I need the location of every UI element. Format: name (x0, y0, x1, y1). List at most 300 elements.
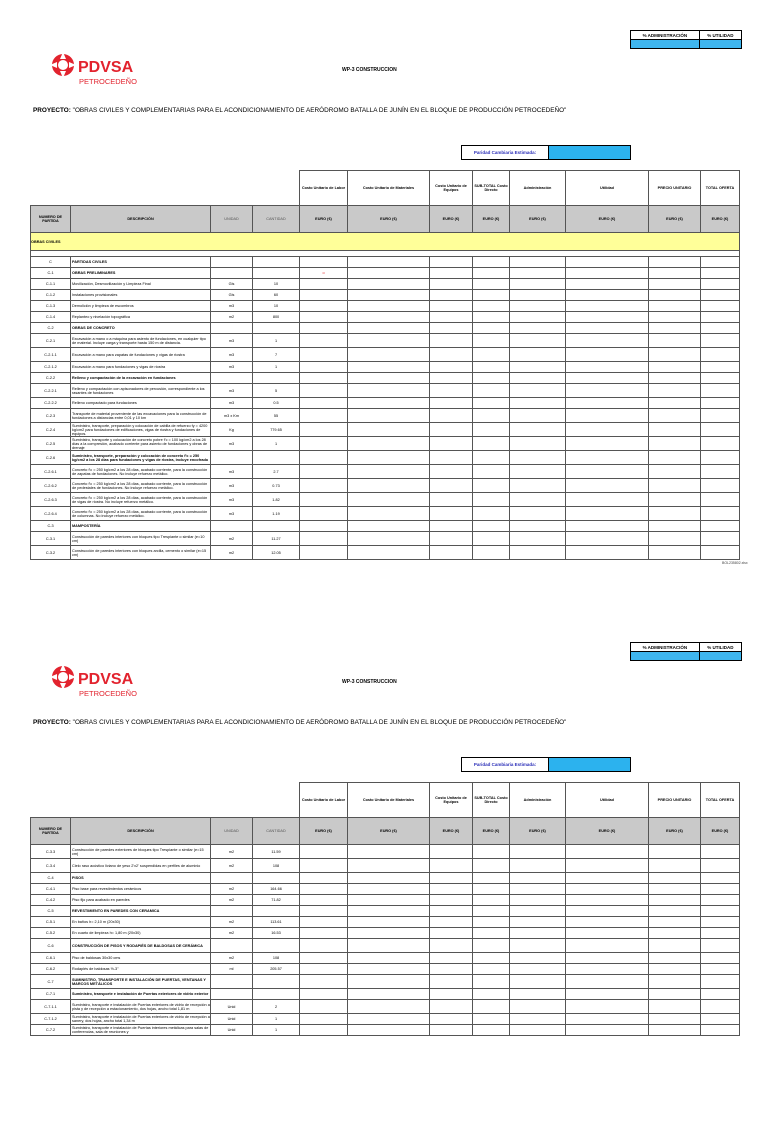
price-cell[interactable] (566, 479, 649, 493)
price-cell[interactable] (649, 290, 701, 301)
price-cell[interactable] (430, 409, 473, 423)
price-cell[interactable] (348, 257, 430, 268)
price-cell[interactable] (566, 312, 649, 323)
price-cell[interactable] (430, 964, 473, 975)
price-cell[interactable] (649, 884, 701, 895)
price-cell[interactable] (510, 465, 566, 479)
price-cell[interactable] (430, 975, 473, 989)
price-cell[interactable] (510, 895, 566, 906)
price-cell[interactable] (430, 546, 473, 560)
price-cell[interactable] (566, 953, 649, 964)
price-cell[interactable] (701, 301, 740, 312)
price-cell[interactable] (348, 423, 430, 437)
price-cell[interactable] (510, 873, 566, 884)
price-cell[interactable] (430, 398, 473, 409)
price-cell[interactable] (348, 268, 430, 279)
price-cell[interactable] (300, 437, 348, 451)
price-cell[interactable] (701, 257, 740, 268)
price-cell[interactable] (566, 301, 649, 312)
price-cell[interactable] (300, 493, 348, 507)
price-cell[interactable] (300, 398, 348, 409)
price-cell[interactable] (430, 859, 473, 873)
price-cell[interactable] (348, 1000, 430, 1014)
price-cell[interactable] (701, 1000, 740, 1014)
price-cell[interactable] (649, 1000, 701, 1014)
price-cell[interactable] (510, 323, 566, 334)
price-cell[interactable] (649, 479, 701, 493)
price-cell[interactable] (300, 362, 348, 373)
price-cell[interactable] (430, 906, 473, 917)
price-cell[interactable] (430, 1025, 473, 1036)
price-cell[interactable] (701, 1025, 740, 1036)
price-cell[interactable] (701, 384, 740, 398)
price-cell[interactable] (348, 1025, 430, 1036)
price-cell[interactable] (701, 290, 740, 301)
price-cell[interactable] (701, 423, 740, 437)
exchange-rate-value[interactable] (549, 757, 631, 772)
price-cell[interactable] (473, 465, 510, 479)
price-cell[interactable] (566, 873, 649, 884)
price-cell[interactable] (300, 939, 348, 953)
price-cell[interactable] (701, 884, 740, 895)
price-cell[interactable] (649, 532, 701, 546)
price-cell[interactable] (300, 373, 348, 384)
price-cell[interactable] (430, 334, 473, 348)
price-cell[interactable] (701, 532, 740, 546)
price-cell[interactable] (430, 507, 473, 521)
price-cell[interactable] (300, 409, 348, 423)
price-cell[interactable] (649, 546, 701, 560)
price-cell[interactable] (348, 845, 430, 859)
admin-percent-value[interactable] (631, 652, 700, 661)
price-cell[interactable] (510, 859, 566, 873)
price-cell[interactable] (510, 953, 566, 964)
price-cell[interactable] (430, 384, 473, 398)
price-cell[interactable] (566, 279, 649, 290)
price-cell[interactable] (701, 437, 740, 451)
price-cell[interactable] (649, 845, 701, 859)
price-cell[interactable] (430, 939, 473, 953)
price-cell[interactable] (473, 451, 510, 465)
price-cell[interactable] (510, 451, 566, 465)
price-cell[interactable] (348, 373, 430, 384)
price-cell[interactable] (566, 928, 649, 939)
price-cell[interactable] (473, 279, 510, 290)
price-cell[interactable] (473, 1000, 510, 1014)
price-cell[interactable] (510, 362, 566, 373)
price-cell[interactable] (649, 348, 701, 362)
price-cell[interactable] (473, 398, 510, 409)
price-cell[interactable] (566, 290, 649, 301)
price-cell[interactable] (473, 348, 510, 362)
price-cell[interactable] (300, 423, 348, 437)
price-cell[interactable] (473, 546, 510, 560)
price-cell[interactable] (649, 409, 701, 423)
price-cell[interactable] (566, 546, 649, 560)
price-cell[interactable] (300, 521, 348, 532)
price-cell[interactable] (566, 532, 649, 546)
price-cell[interactable] (701, 312, 740, 323)
price-cell[interactable] (649, 268, 701, 279)
admin-percent-value[interactable] (631, 40, 700, 49)
price-cell[interactable] (473, 373, 510, 384)
price-cell[interactable] (701, 507, 740, 521)
price-cell[interactable] (300, 873, 348, 884)
price-cell[interactable] (473, 1014, 510, 1025)
price-cell[interactable] (701, 373, 740, 384)
utility-percent-value[interactable] (699, 40, 741, 49)
price-cell[interactable] (473, 507, 510, 521)
price-cell[interactable] (566, 884, 649, 895)
price-cell[interactable] (473, 873, 510, 884)
price-cell[interactable] (348, 409, 430, 423)
price-cell[interactable] (510, 437, 566, 451)
price-cell[interactable] (649, 989, 701, 1000)
price-cell[interactable] (430, 1000, 473, 1014)
price-cell[interactable] (300, 546, 348, 560)
price-cell[interactable] (473, 895, 510, 906)
price-cell[interactable] (701, 1014, 740, 1025)
price-cell[interactable] (510, 546, 566, 560)
price-cell[interactable] (701, 895, 740, 906)
price-cell[interactable] (510, 384, 566, 398)
price-cell[interactable] (430, 493, 473, 507)
price-cell[interactable] (649, 398, 701, 409)
price-cell[interactable] (510, 334, 566, 348)
price-cell[interactable] (701, 521, 740, 532)
price-cell[interactable] (430, 1014, 473, 1025)
price-cell[interactable] (510, 290, 566, 301)
price-cell[interactable] (300, 1000, 348, 1014)
price-cell[interactable] (348, 521, 430, 532)
price-cell[interactable] (348, 362, 430, 373)
price-cell[interactable] (348, 1014, 430, 1025)
price-cell[interactable] (430, 989, 473, 1000)
price-cell[interactable] (430, 521, 473, 532)
price-cell[interactable] (473, 917, 510, 928)
price-cell[interactable] (300, 257, 348, 268)
price-cell[interactable] (348, 895, 430, 906)
price-cell[interactable] (473, 409, 510, 423)
price-cell[interactable] (473, 257, 510, 268)
price-cell[interactable] (510, 257, 566, 268)
price-cell[interactable] (649, 312, 701, 323)
price-cell[interactable] (300, 906, 348, 917)
price-cell[interactable] (430, 312, 473, 323)
price-cell[interactable] (510, 493, 566, 507)
price-cell[interactable] (348, 939, 430, 953)
price-cell[interactable] (649, 975, 701, 989)
price-cell[interactable] (566, 362, 649, 373)
price-cell[interactable] (566, 409, 649, 423)
price-cell[interactable] (430, 279, 473, 290)
price-cell[interactable] (300, 507, 348, 521)
price-cell[interactable] (649, 451, 701, 465)
price-cell[interactable] (566, 437, 649, 451)
price-cell[interactable] (649, 423, 701, 437)
price-cell[interactable] (348, 479, 430, 493)
price-cell[interactable] (348, 917, 430, 928)
price-cell[interactable] (348, 507, 430, 521)
price-cell[interactable] (348, 953, 430, 964)
price-cell[interactable] (348, 465, 430, 479)
price-cell[interactable] (430, 479, 473, 493)
price-cell[interactable] (566, 465, 649, 479)
price-cell[interactable] (510, 1025, 566, 1036)
price-cell[interactable] (430, 873, 473, 884)
price-cell[interactable] (348, 975, 430, 989)
price-cell[interactable] (430, 373, 473, 384)
price-cell[interactable] (510, 423, 566, 437)
price-cell[interactable] (300, 859, 348, 873)
price-cell[interactable] (348, 279, 430, 290)
price-cell[interactable] (566, 451, 649, 465)
price-cell[interactable] (649, 521, 701, 532)
price-cell[interactable] (566, 859, 649, 873)
price-cell[interactable] (473, 362, 510, 373)
price-cell[interactable] (300, 384, 348, 398)
price-cell[interactable] (510, 975, 566, 989)
price-cell[interactable] (473, 334, 510, 348)
price-cell[interactable] (649, 939, 701, 953)
price-cell[interactable] (300, 348, 348, 362)
price-cell[interactable] (300, 975, 348, 989)
price-cell[interactable] (510, 906, 566, 917)
price-cell[interactable] (701, 953, 740, 964)
price-cell[interactable] (348, 348, 430, 362)
price-cell[interactable] (701, 546, 740, 560)
price-cell[interactable] (348, 312, 430, 323)
price-cell[interactable] (473, 290, 510, 301)
price-cell[interactable] (430, 290, 473, 301)
price-cell[interactable] (510, 928, 566, 939)
price-cell[interactable] (300, 845, 348, 859)
price-cell[interactable] (566, 975, 649, 989)
price-cell[interactable] (300, 268, 348, 279)
price-cell[interactable] (649, 465, 701, 479)
price-cell[interactable] (510, 989, 566, 1000)
price-cell[interactable] (300, 895, 348, 906)
price-cell[interactable] (510, 301, 566, 312)
price-cell[interactable] (348, 437, 430, 451)
price-cell[interactable] (300, 953, 348, 964)
price-cell[interactable] (510, 507, 566, 521)
price-cell[interactable] (701, 859, 740, 873)
price-cell[interactable] (701, 975, 740, 989)
price-cell[interactable] (566, 1014, 649, 1025)
price-cell[interactable] (348, 989, 430, 1000)
price-cell[interactable] (649, 384, 701, 398)
price-cell[interactable] (701, 917, 740, 928)
price-cell[interactable] (701, 348, 740, 362)
price-cell[interactable] (348, 964, 430, 975)
price-cell[interactable] (649, 323, 701, 334)
price-cell[interactable] (473, 953, 510, 964)
price-cell[interactable] (649, 493, 701, 507)
price-cell[interactable] (510, 939, 566, 953)
price-cell[interactable] (300, 989, 348, 1000)
price-cell[interactable] (348, 384, 430, 398)
price-cell[interactable] (649, 1025, 701, 1036)
price-cell[interactable] (701, 323, 740, 334)
price-cell[interactable] (300, 312, 348, 323)
price-cell[interactable] (473, 479, 510, 493)
price-cell[interactable] (566, 895, 649, 906)
price-cell[interactable] (566, 323, 649, 334)
price-cell[interactable] (566, 906, 649, 917)
price-cell[interactable] (701, 989, 740, 1000)
price-cell[interactable] (649, 906, 701, 917)
price-cell[interactable] (510, 964, 566, 975)
price-cell[interactable] (649, 301, 701, 312)
price-cell[interactable] (430, 348, 473, 362)
price-cell[interactable] (300, 323, 348, 334)
price-cell[interactable] (566, 1000, 649, 1014)
price-cell[interactable] (348, 884, 430, 895)
price-cell[interactable] (348, 323, 430, 334)
price-cell[interactable] (566, 939, 649, 953)
price-cell[interactable] (701, 451, 740, 465)
price-cell[interactable] (473, 493, 510, 507)
price-cell[interactable] (510, 532, 566, 546)
price-cell[interactable] (510, 312, 566, 323)
price-cell[interactable] (566, 384, 649, 398)
price-cell[interactable] (649, 895, 701, 906)
price-cell[interactable] (649, 873, 701, 884)
price-cell[interactable] (566, 348, 649, 362)
price-cell[interactable] (473, 964, 510, 975)
price-cell[interactable] (649, 859, 701, 873)
price-cell[interactable] (300, 917, 348, 928)
price-cell[interactable] (430, 532, 473, 546)
price-cell[interactable] (473, 1025, 510, 1036)
price-cell[interactable] (649, 257, 701, 268)
price-cell[interactable] (510, 1000, 566, 1014)
price-cell[interactable] (649, 964, 701, 975)
price-cell[interactable] (430, 953, 473, 964)
price-cell[interactable] (473, 312, 510, 323)
price-cell[interactable] (430, 917, 473, 928)
price-cell[interactable] (300, 884, 348, 895)
price-cell[interactable] (430, 928, 473, 939)
price-cell[interactable] (348, 334, 430, 348)
price-cell[interactable] (566, 521, 649, 532)
price-cell[interactable] (701, 964, 740, 975)
price-cell[interactable] (510, 348, 566, 362)
price-cell[interactable] (649, 362, 701, 373)
price-cell[interactable] (701, 928, 740, 939)
price-cell[interactable] (566, 917, 649, 928)
price-cell[interactable] (430, 845, 473, 859)
price-cell[interactable] (473, 532, 510, 546)
price-cell[interactable] (430, 884, 473, 895)
price-cell[interactable] (300, 290, 348, 301)
price-cell[interactable] (566, 989, 649, 1000)
price-cell[interactable] (566, 493, 649, 507)
price-cell[interactable] (348, 451, 430, 465)
price-cell[interactable] (430, 301, 473, 312)
price-cell[interactable] (566, 398, 649, 409)
price-cell[interactable] (430, 268, 473, 279)
price-cell[interactable] (473, 323, 510, 334)
price-cell[interactable] (566, 507, 649, 521)
price-cell[interactable] (510, 409, 566, 423)
price-cell[interactable] (510, 268, 566, 279)
price-cell[interactable] (510, 398, 566, 409)
price-cell[interactable] (300, 1025, 348, 1036)
price-cell[interactable] (510, 279, 566, 290)
price-cell[interactable] (348, 546, 430, 560)
price-cell[interactable] (701, 398, 740, 409)
price-cell[interactable] (701, 479, 740, 493)
price-cell[interactable] (473, 521, 510, 532)
price-cell[interactable] (430, 437, 473, 451)
price-cell[interactable] (701, 409, 740, 423)
price-cell[interactable] (473, 268, 510, 279)
price-cell[interactable] (566, 268, 649, 279)
price-cell[interactable] (473, 928, 510, 939)
price-cell[interactable] (473, 975, 510, 989)
price-cell[interactable] (473, 384, 510, 398)
price-cell[interactable] (649, 953, 701, 964)
price-cell[interactable] (430, 451, 473, 465)
price-cell[interactable] (566, 845, 649, 859)
price-cell[interactable] (473, 423, 510, 437)
price-cell[interactable] (473, 884, 510, 895)
price-cell[interactable] (430, 323, 473, 334)
price-cell[interactable] (510, 373, 566, 384)
price-cell[interactable] (649, 928, 701, 939)
price-cell[interactable] (473, 939, 510, 953)
price-cell[interactable] (701, 939, 740, 953)
price-cell[interactable] (473, 845, 510, 859)
price-cell[interactable] (300, 465, 348, 479)
price-cell[interactable] (300, 479, 348, 493)
price-cell[interactable] (348, 398, 430, 409)
price-cell[interactable] (510, 884, 566, 895)
price-cell[interactable] (510, 1014, 566, 1025)
price-cell[interactable] (566, 1025, 649, 1036)
price-cell[interactable] (701, 334, 740, 348)
price-cell[interactable] (649, 437, 701, 451)
price-cell[interactable] (566, 373, 649, 384)
price-cell[interactable] (348, 906, 430, 917)
price-cell[interactable] (473, 859, 510, 873)
price-cell[interactable] (430, 895, 473, 906)
price-cell[interactable] (430, 362, 473, 373)
price-cell[interactable] (701, 465, 740, 479)
price-cell[interactable] (348, 290, 430, 301)
price-cell[interactable] (701, 493, 740, 507)
price-cell[interactable] (701, 279, 740, 290)
price-cell[interactable] (348, 928, 430, 939)
price-cell[interactable] (566, 964, 649, 975)
price-cell[interactable] (300, 1014, 348, 1025)
price-cell[interactable] (473, 989, 510, 1000)
price-cell[interactable] (473, 906, 510, 917)
price-cell[interactable] (430, 423, 473, 437)
price-cell[interactable] (300, 334, 348, 348)
utility-percent-value[interactable] (699, 652, 741, 661)
price-cell[interactable] (510, 521, 566, 532)
price-cell[interactable] (300, 964, 348, 975)
price-cell[interactable] (701, 845, 740, 859)
price-cell[interactable] (649, 507, 701, 521)
price-cell[interactable] (701, 362, 740, 373)
price-cell[interactable] (701, 268, 740, 279)
price-cell[interactable] (300, 532, 348, 546)
price-cell[interactable] (649, 373, 701, 384)
